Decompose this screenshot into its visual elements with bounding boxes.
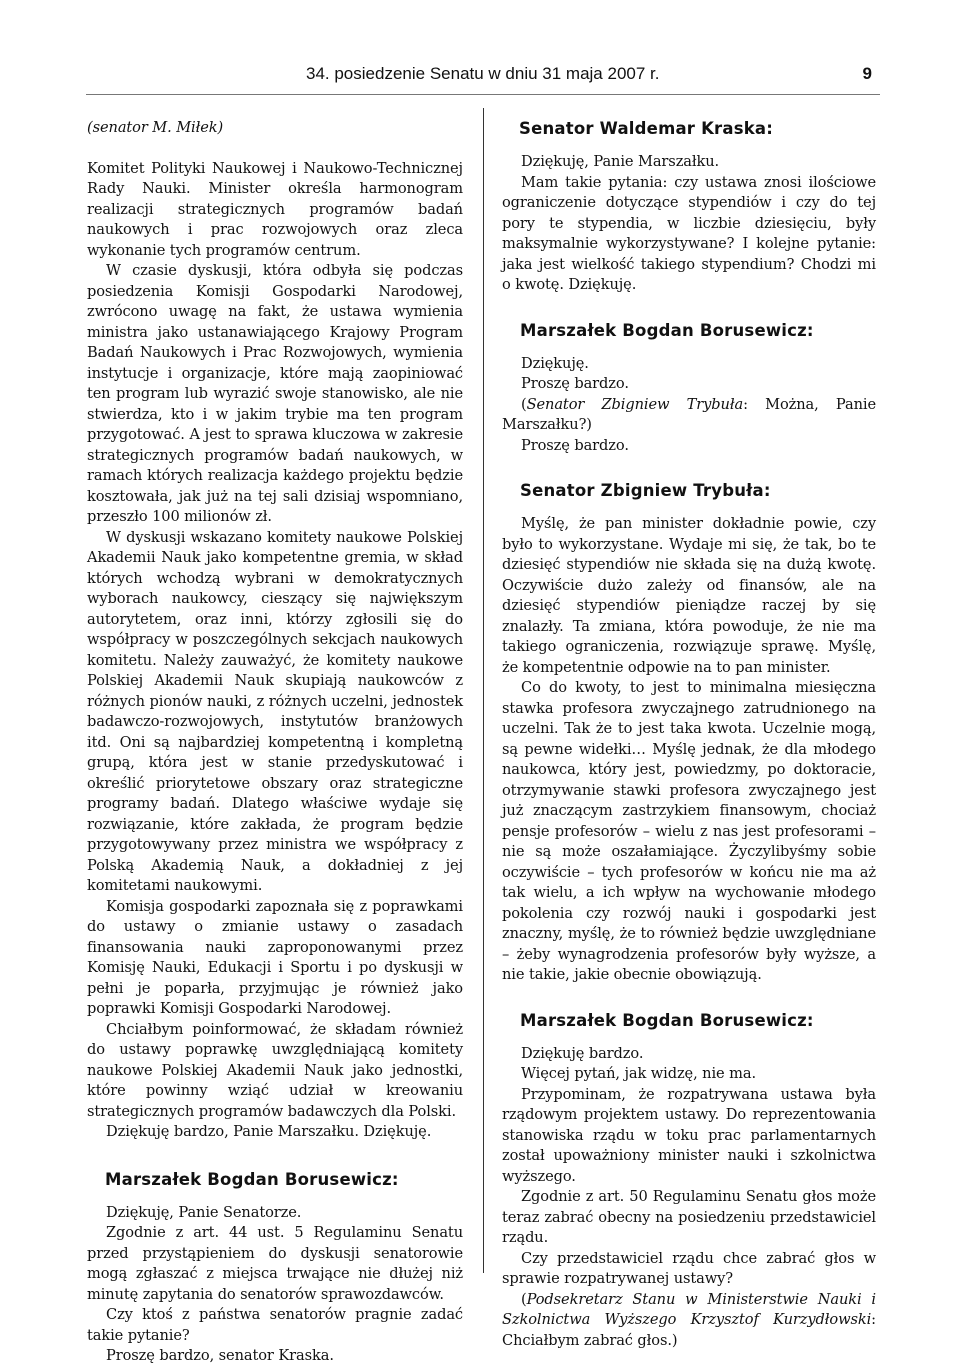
paragraph: Myślę, że pan minister dokładnie powie, czy było to wykorzystane. Wydaje mi się, że tak, bo te dziesięć stypendiów nie składa się na dużą kwotę. Oczywiście dużo zależy od finansów, ale na dziesięć stypendiów pieniądze raczej by się znalazły. Ta zmiana, która powoduje, że nie ma takiego ograniczenia, rozwiązuje sprawę. Myślę, że kompetentnie odpowie na to pan minister.: [502, 515, 876, 676]
paragraph: Zgodnie z art. 50 Regulaminu Senatu głos może teraz zabrać obecny na posiedzeniu przedstawiciel rządu.: [502, 1188, 876, 1246]
interjection-speaker: Senator Zbigniew Trybuła: [526, 395, 744, 413]
paragraph: Komisja gospodarki zapoznała się z poprawkami do ustawy o zmianie ustawy o zasadach finansowania nauki zaproponowanymi przez Komisję Nauki, Edukacji i Sportu i po dyskusji w pełni je poparła, przyjmując je również jako poprawki Komisji Gospodarki Narodowej.: [87, 897, 463, 1017]
paragraph: Przypominam, że rozpatrywana ustawa była rządowym projektem ustawy. Do reprezentowania stanowiska rządu w toku prac parlamentarnych został upoważniony minister nauki i szkolnictwa wyższego.: [502, 1085, 876, 1185]
speaker-heading: Senator Zbigniew Trybuła:: [520, 481, 771, 500]
speaker-continuation: (senator M. Miłek): [87, 119, 224, 136]
paragraph: Dziękuję, Panie Senatorze.: [106, 1203, 302, 1221]
header-rule: [86, 94, 880, 95]
interjection: [502, 395, 876, 436]
paragraph: Komitet Polityki Naukowej i Naukowo-Technicznej Rady Nauki. Minister określa harmonogram realizacji strategicznych programów badań naukowych i prac rozwojowych oraz zleca wykonanie tych programów centrum.: [87, 159, 463, 259]
paragraph: Zgodnie z art. 44 ust. 5 Regulaminu Senatu przed przystąpieniem do dyskusji senatorowie mogą zgłaszać z miejsca trwające nie dłużej niż minutę zapytania do senatorów sprawozdawców.: [87, 1224, 463, 1303]
header-title: 34. posiedzenie Senatu w dniu 31 maja 2007 r.: [306, 64, 660, 83]
paragraph: Proszę bardzo, senator Kraska.: [106, 1347, 334, 1364]
paragraph: W czasie dyskusji, która odbyła się podczas posiedzenia Komisji Gospodarki Narodowej, zwrócono uwagę na fakt, że ustawa wymienia ministra jako ustanawiającego Krajowy Program Badań Naukowych i Prac Rozwojowych, wymienia instytucje i organizacje, które mają zaopiniować ten program lub wyrazić swoje stanowisko, ale nie stwierdza, kto i w jakim trybie ma ten program przygotować. A jest to sprawa kluczowa w zakresie strategicznych programów badań naukowych, w ramach których realizacja każdego projektu będzie kosztowała, jak już na tej sali dzisiaj wspomniano, przeszło 100 milionów zł.: [87, 262, 463, 525]
paragraph: Proszę bardzo.: [521, 375, 629, 392]
paragraph: Czy ktoś z państwa senatorów pragnie zadać takie pytanie?: [87, 1306, 463, 1344]
speaker-heading: Senator Waldemar Kraska:: [519, 119, 774, 138]
interjection-text: : Można, Panie Marszałku?): [502, 395, 876, 433]
paren-open: (: [521, 1290, 527, 1308]
paragraph: Chciałbym poinformować, że składam również do ustawy poprawkę uwzględniającą komitety naukowe Polskiej Akademii Nauk jako jednostki, które powinny wziąć udział w kreowaniu strategicznych programów badawczych dla Polski.: [87, 1020, 463, 1120]
left-column: [87, 118, 463, 1367]
paragraph: Dziękuję bardzo, Panie Marszałku. Dziękuję.: [106, 1123, 432, 1140]
paragraph: Mam takie pytania: czy ustawa znosi ilościowe ograniczenie dotyczące stypendiów i czy do tej pory te stypendia, w liczbie dziesięciu, były maksymalnie wykorzystywane? I kolejne pytanie: jaka jest wielkość takiego stypendium? Chodzi mi o kwotę. Dziękuję.: [502, 173, 876, 293]
speaker-heading: Marszałek Bogdan Borusewicz:: [520, 320, 814, 340]
paragraph: Co do kwoty, to jest to minimalna miesięczna stawka profesora zwyczajnego zatrudnionego na uczelni. Tak że to jest taka kwota. Uczelnie mogą, są pewne widełki… Myślę jednak, że dla młodego naukowca, który jest, powiedzmy, po doktoracie, otrzymywanie stawki profesora zwyczajnego jest już znaczącym zastrzykiem finansowym, chociaż pensje profesorów – wielu z nas jest profesorami – nie są może oszałamiające. Życzylibyśmy sobie oczywiście – tych profesorów w końcu nie ma aż tak wielu, a ich wpływ na wychowanie młodego pokolenia czy rozwój nauki i gospodarki jest znaczny, myślę, że to również będzie uwzględniane – żeby wynagrodzenia profesorów były wyższe, a nie takie, jakie obecnie obowiązują.: [502, 679, 876, 983]
right-column: [502, 118, 876, 1351]
column-divider: [483, 108, 484, 1273]
paragraph: Dziękuję.: [521, 354, 589, 372]
paren-open: (: [521, 395, 527, 413]
paragraph: Dziękuję bardzo.: [521, 1044, 644, 1062]
speaker-heading: Marszałek Bogdan Borusewicz:: [105, 1169, 399, 1189]
paragraph: Proszę bardzo.: [521, 436, 629, 454]
paragraph: W dyskusji wskazano komitety naukowe Polskiej Akademii Nauk jako kompetentne gremia, w skład których wchodzą wybrani w demokratycznych wyborach naukowcy, cieszący się największym autorytetem, oraz inni, którzy zgłosili się do współpracy w poszczególnych sekcjach naukowych komitetu. Należy zauważyć, że komitety naukowe Polskiej Akademii Nauk skupiają naukowców z różnych pionów nauki, z różnych uczelni, jednostek badawczo-rozwojowych, instytutów branżowych itd. Oni są najbardziej kompetentną i kompletną grupą, która jest w stanie przedyskutować i określić priorytetowe obszary oraz strategiczne programy badań. Dlatego właściwe wydaje się rozwiązanie, które zakłada, że program będzie przygotowywany przez ministra we współpracy z Polską Akademią Nauk, a dokładniej z jej komitetami naukowymi.: [87, 528, 463, 894]
interjection-text: : Chciałbym zabrać głos.): [502, 1311, 876, 1349]
speaker-heading: Marszałek Bogdan Borusewicz:: [520, 1010, 814, 1030]
paragraph: Więcej pytań, jak widzę, nie ma.: [521, 1065, 756, 1082]
interjection: [502, 1290, 876, 1352]
interjection-speaker: Podsekretarz Stanu w Ministerstwie Nauki i Szkolnictwa Wyższego Krzysztof Kurzydłowski: [502, 1290, 876, 1328]
paragraph: Dziękuję, Panie Marszałku.: [521, 153, 720, 170]
paragraph: Czy przedstawiciel rządu chce zabrać głos w sprawie rozpatrywanej ustawy?: [502, 1249, 876, 1287]
page-number: 9: [862, 64, 872, 83]
